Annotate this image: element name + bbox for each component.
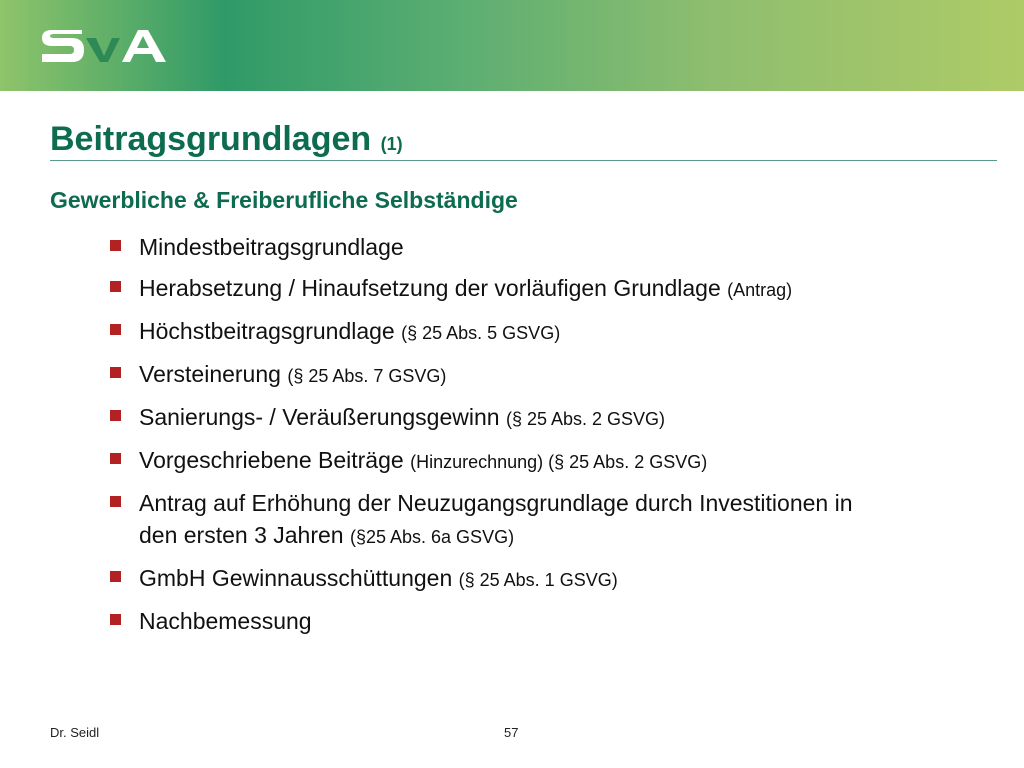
square-bullet-icon [110,240,121,251]
square-bullet-icon [110,614,121,625]
list-item [108,272,988,306]
bullet-text: Versteinerung [139,361,281,387]
square-bullet-icon [110,281,121,292]
square-bullet-icon [110,367,121,378]
bullet-list [108,231,988,646]
list-item [108,401,988,435]
sva-logo [38,24,178,68]
list-item [108,231,988,263]
list-item [108,487,859,553]
square-bullet-icon [110,453,121,464]
bullet-note: (Hinzurechnung) (§ 25 Abs. 2 GSVG) [410,452,708,472]
page-number: 57 [504,725,519,740]
header-band [0,0,1024,91]
bullet-note: (§ 25 Abs. 1 GSVG) [458,570,618,590]
footer-author: Dr. Seidl [50,725,100,740]
square-bullet-icon [110,571,121,582]
title-suffix: (1) [380,134,403,154]
list-item [108,444,988,478]
bullet-note: (Antrag) [727,280,793,300]
list-item [108,605,988,637]
bullet-text: Antrag auf Erhöhung der Neuzugangsgrundlage durch Investitionen in den ersten 3 Jahren [139,490,853,548]
bullet-note: (§ 25 Abs. 5 GSVG) [401,323,561,343]
list-item [108,562,988,596]
bullet-note: (§ 25 Abs. 2 GSVG) [505,409,666,429]
bullet-text: Mindestbeitragsgrundlage [139,234,404,260]
bullet-note: (§ 25 Abs. 7 GSVG) [287,366,447,386]
slide-subtitle: Gewerbliche & Freiberufliche Selbständige [50,187,518,213]
bullet-note: (§25 Abs. 6a GSVG) [349,527,515,547]
square-bullet-icon [110,410,121,421]
bullet-text: GmbH Gewinnausschüttungen [139,565,453,591]
title-main: Beitragsgrundlagen [50,120,372,158]
square-bullet-icon [110,496,121,507]
bullet-text: Sanierungs- / Veräußerungsgewinn [139,404,500,430]
square-bullet-icon [110,324,121,335]
bullet-text: Vorgeschriebene Beiträge [139,447,404,473]
list-item [108,358,988,392]
bullet-text: Herabsetzung / Hinaufsetzung der vorläufigen Grundlage [139,275,721,301]
list-item [108,315,988,349]
slide-title [50,120,403,159]
title-divider [50,160,997,161]
bullet-text: Höchstbeitragsgrundlage [139,318,395,344]
bullet-text: Nachbemessung [139,608,312,634]
